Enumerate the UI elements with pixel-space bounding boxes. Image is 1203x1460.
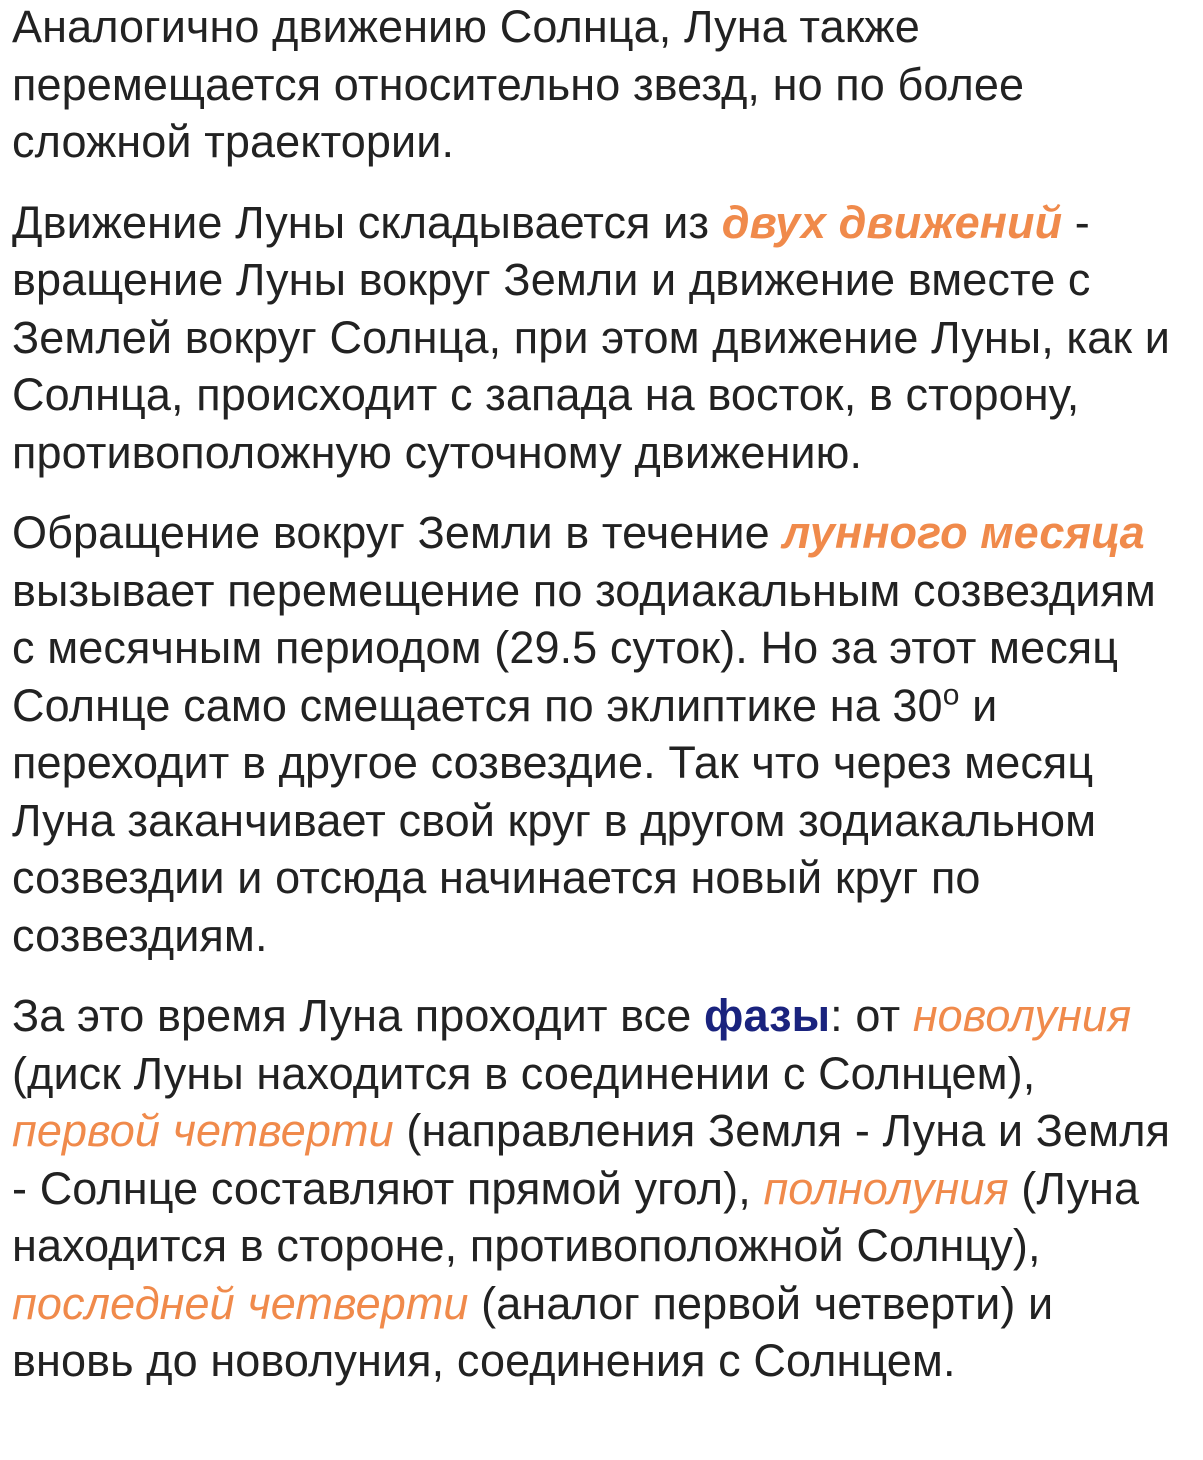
paragraph-text: (направления Земля - Луна и Земля - Солнце составляют прямой угол), bbox=[12, 1105, 1171, 1214]
term-link-first-quarter[interactable]: первой четверти bbox=[12, 1105, 394, 1156]
paragraph-text: (Луна находится в стороне, противоположной Солнцу), bbox=[12, 1162, 1140, 1271]
term-link-phases[interactable]: фазы bbox=[704, 990, 831, 1041]
term-link-two-motions[interactable]: двух движений bbox=[721, 196, 1063, 248]
paragraph-two-motions bbox=[12, 194, 1185, 482]
term-link-last-quarter[interactable]: последней четверти bbox=[12, 1277, 469, 1329]
paragraph-sun-moon-motion bbox=[12, 0, 1185, 171]
term-link-new-moon[interactable]: новолуния bbox=[912, 990, 1132, 1041]
paragraph-text: Аналогично движению Солнца, Луна также перемещается относительно звезд, но по более сложной траектории. bbox=[12, 1, 1025, 167]
paragraph-text: За это время Луна проходит все bbox=[12, 990, 704, 1041]
paragraph-text: и переходит в другое созвездие. Так что через месяц Луна заканчивает свой круг в другом зодиакальном созвездии и отсюда начинается новый круг по созвездиям. bbox=[12, 679, 1097, 961]
paragraph-text: : от bbox=[830, 990, 913, 1041]
paragraph-text: (диск Луны находится в соединении с Солнцем), bbox=[12, 1047, 1036, 1099]
paragraph-moon-phases bbox=[12, 987, 1185, 1390]
paragraph-lunar-month bbox=[12, 504, 1185, 964]
term-link-full-moon[interactable]: полнолуния bbox=[763, 1162, 1009, 1214]
term-link-lunar-month[interactable]: лунного месяца bbox=[782, 507, 1145, 558]
paragraph-text: Движение Луны складывается из bbox=[12, 196, 722, 248]
paragraph-text: вызывает перемещение по зодиакальным созвездиям с месячным периодом (29.5 суток). Но за этот месяц Солнце само смещается по эклиптике на 30 bbox=[12, 564, 1156, 731]
paragraph-text: Обращение вокруг Земли в течение bbox=[12, 507, 783, 558]
paragraph-text: (аналог первой четверти) и вновь до новолуния, соединения с Солнцем. bbox=[12, 1277, 1054, 1386]
paragraph-text: - вращение Луны вокруг Земли и движение вместе с Землей вокруг Солнца, при этом движение Луны, как и Солнца, происходит с запада на восток, в сторону, противоположную суточному движению. bbox=[12, 196, 1170, 478]
degree-superscript: o bbox=[942, 678, 960, 711]
